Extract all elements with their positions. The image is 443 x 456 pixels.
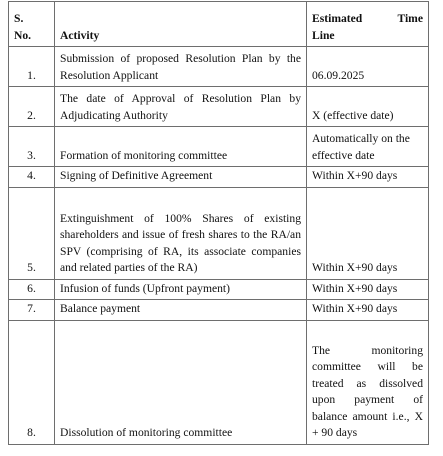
row-activity: Formation of monitoring committee	[55, 127, 307, 167]
row-timeline: Within X+90 days	[307, 167, 429, 188]
header-timeline	[307, 2, 429, 47]
row-sno: 5.	[9, 187, 55, 279]
row-sno: 4.	[9, 167, 55, 188]
table-header-row	[9, 2, 429, 47]
table-row	[9, 320, 429, 444]
row-activity: Extinguishment of 100% Shares of existing shareholders and issue of fresh shares to the RA/an SPV (comprising of RA, its associate companies and related parties of the RA)	[55, 187, 307, 279]
row-activity: The date of Approval of Resolution Plan by Adjudicating Authority	[55, 87, 307, 127]
row-timeline: Within X+90 days	[307, 300, 429, 321]
row-sno: 7.	[9, 300, 55, 321]
header-sno-line2: No.	[14, 28, 32, 42]
table-row	[9, 187, 429, 279]
row-timeline: X (effective date)	[307, 87, 429, 127]
table-row	[9, 87, 429, 127]
row-activity: Signing of Definitive Agreement	[55, 167, 307, 188]
table-row	[9, 167, 429, 188]
timeline-table	[8, 1, 429, 445]
row-timeline: Automatically on the effective date	[307, 127, 429, 167]
row-sno: 3.	[9, 127, 55, 167]
header-timeline-word1: Estimated	[312, 12, 363, 25]
row-sno: 1.	[9, 47, 55, 87]
row-activity: Dissolution of monitoring committee	[55, 320, 307, 444]
row-sno: 2.	[9, 87, 55, 127]
header-timeline-word3: Line	[312, 28, 335, 42]
row-timeline: The monitoring committee will be treated as dissolved upon payment of balance amount i.e., X + 90 days	[307, 320, 429, 444]
table-row	[9, 300, 429, 321]
row-sno: 8.	[9, 320, 55, 444]
table-row	[9, 279, 429, 300]
header-sno-line1: S.	[14, 12, 24, 25]
row-sno: 6.	[9, 279, 55, 300]
row-activity: Submission of proposed Resolution Plan by the Resolution Applicant	[55, 47, 307, 87]
table-row	[9, 127, 429, 167]
header-timeline-top	[312, 11, 423, 28]
header-sno	[9, 2, 55, 47]
row-timeline: Within X+90 days	[307, 187, 429, 279]
row-activity: Balance payment	[55, 300, 307, 321]
header-timeline-word2: Time	[397, 12, 423, 25]
row-activity: Infusion of funds (Upfront payment)	[55, 279, 307, 300]
header-activity: Activity	[55, 2, 307, 47]
row-timeline: 06.09.2025	[307, 47, 429, 87]
row-timeline: Within X+90 days	[307, 279, 429, 300]
table-row	[9, 47, 429, 87]
